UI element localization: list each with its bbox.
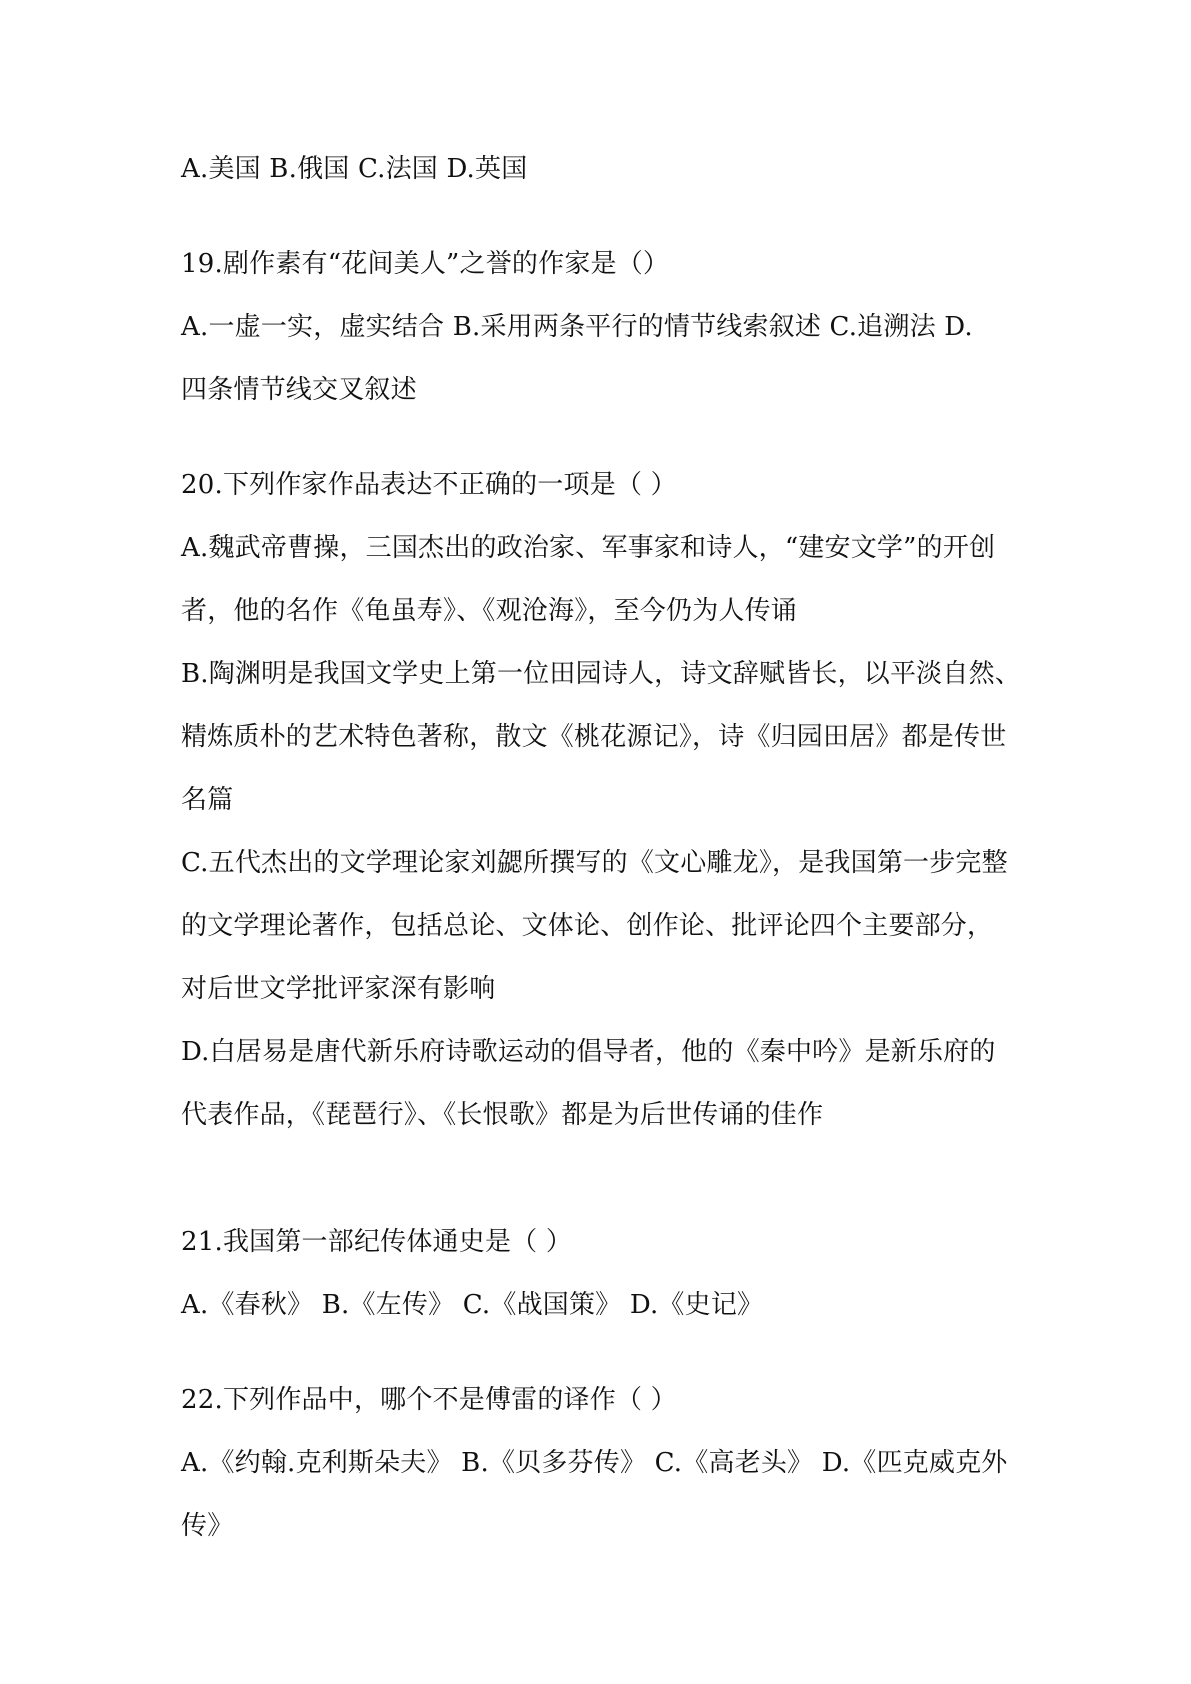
q20-option-d-line-1: D.白居易是唐代新乐府诗歌运动的倡导者，他的《秦中吟》是新乐府的 [181,1037,996,1067]
q22-options-line-2: 传》 [181,1511,234,1541]
q20-question: 20.下列作家作品表达不正确的一项是（ ） [181,470,677,500]
q20-option-b-line-3: 名篇 [181,785,234,815]
q21-question: 21.我国第一部纪传体通史是（ ） [181,1227,573,1257]
q20-option-b-line-1: B.陶渊明是我国文学史上第一位田园诗人，诗文辞赋皆长，以平淡自然、 [181,659,1021,689]
q20-option-a-line-1: A.魏武帝曹操，三国杰出的政治家、军事家和诗人，“建安文学”的开创 [181,533,996,563]
q22-options-line-1: A.《约翰.克利斯朵夫》 B.《贝多芬传》 C.《高老头》 D.《匹克威克外 [181,1448,1008,1478]
q19-options-line-2: 四条情节线交叉叙述 [181,375,417,405]
q20-option-c-line-1: C.五代杰出的文学理论家刘勰所撰写的《文心雕龙》，是我国第一步完整 [181,848,1008,878]
q22-question: 22.下列作品中，哪个不是傅雷的译作（ ） [181,1385,677,1415]
q18-options: A.美国 B.俄国 C.法国 D.英国 [181,154,528,184]
q20-option-a-line-2: 者，他的名作《龟虽寿》、《观沧海》，至今仍为人传诵 [181,596,798,626]
q19-options-line-1: A.一虚一实，虚实结合 B.采用两条平行的情节线索叙述 C.追溯法 D. [181,312,973,342]
q19-question: 19.剧作素有“花间美人”之誉的作家是（） [181,249,670,279]
q20-option-d-line-2: 代表作品，《琵琶行》、《长恨歌》都是为后世传诵的佳作 [181,1100,824,1130]
q20-option-c-line-2: 的文学理论著作，包括总论、文体论、创作论、批评论四个主要部分， [181,911,994,941]
q21-options: A.《春秋》 B.《左传》 C.《战国策》 D.《史记》 [181,1290,764,1320]
q20-option-c-line-3: 对后世文学批评家深有影响 [181,974,496,1004]
q20-option-b-line-2: 精炼质朴的艺术特色著称，散文《桃花源记》，诗《归园田居》都是传世 [181,722,1007,752]
